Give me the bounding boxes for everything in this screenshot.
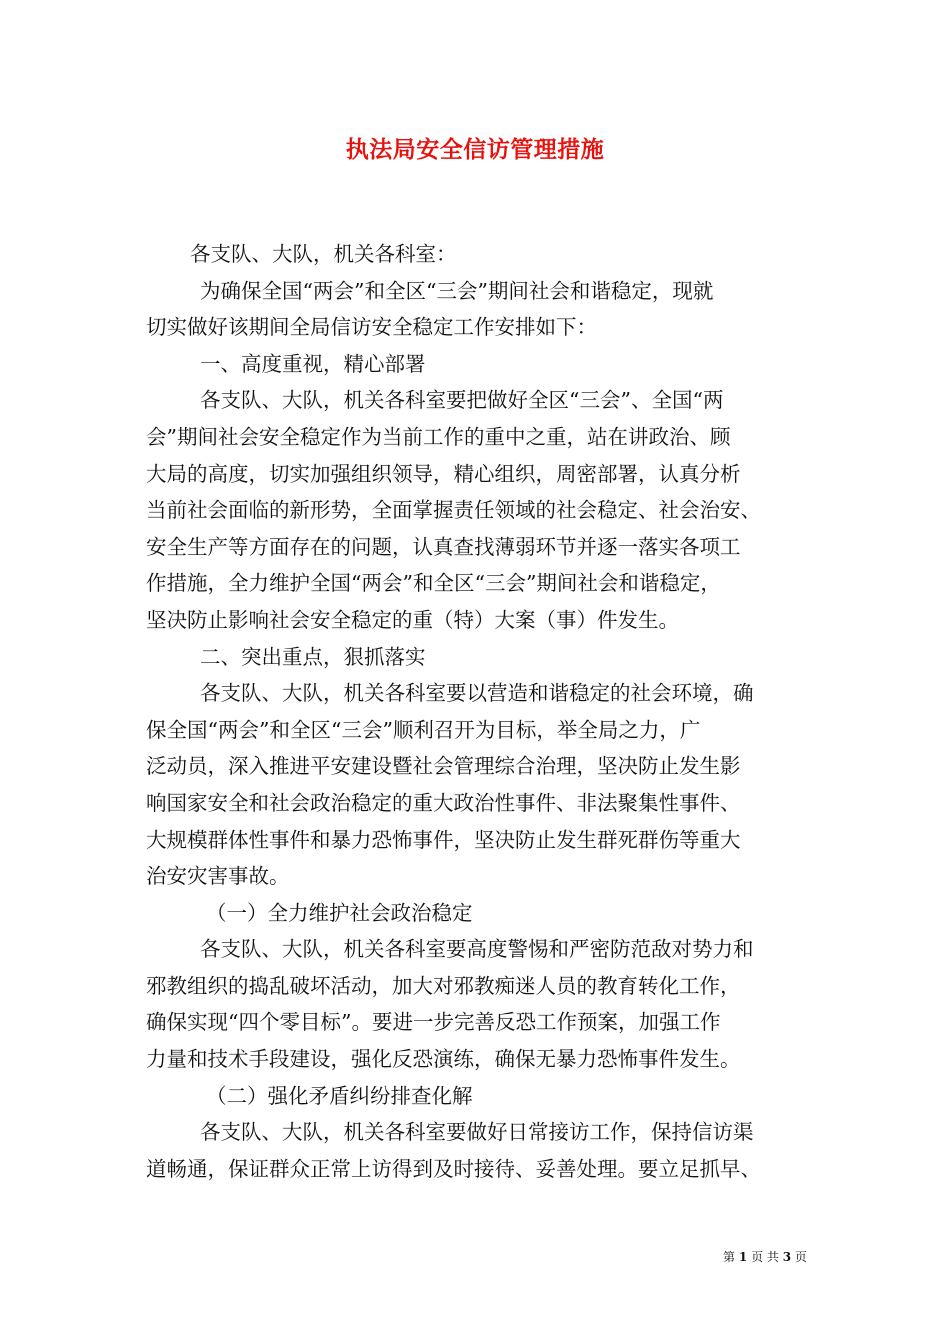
paragraph-line: 泛动员，深入推进平安建设暨社会管理综合治理，坚决防止发生影: [146, 754, 741, 779]
paragraph-line: 保全国“两会”和全区“三会”顺利召开为目标，举全局之力，广: [146, 717, 701, 742]
paragraph-line: 为确保全国“两会”和全区“三会”期间社会和谐稳定，现就: [200, 278, 714, 303]
footer-suffix: 页: [794, 1250, 807, 1264]
document-title: 执法局安全信访管理措施: [345, 136, 605, 163]
paragraph-line: 各支队、大队，机关各科室要以营造和谐稳定的社会环境，确: [200, 681, 754, 706]
paragraph-line: 坚决防止影响社会安全稳定的重（特）大案（事）件发生。: [146, 607, 679, 632]
paragraph-line: 力量和技术手段建设，强化反恐演练，确保无暴力恐怖事件发生。: [146, 1047, 741, 1072]
paragraph-line: 邪教组织的捣乱破坏活动，加大对邪教痴迷人员的教育转化工作，: [146, 973, 741, 998]
paragraph-line: 大局的高度，切实加强组织领导，精心组织，周密部署，认真分析: [146, 461, 741, 486]
total-page-number: 3: [782, 1250, 792, 1264]
subsection-heading: （一）全力维护社会政治稳定: [206, 900, 473, 925]
paragraph-line: 当前社会面临的新形势，全面掌握责任领域的社会稳定、社会治安、: [146, 498, 761, 523]
salutation-line: 各支队、大队，机关各科室：: [190, 242, 457, 266]
subsection-heading: （二）强化矛盾纠纷排查化解: [206, 1083, 473, 1108]
paragraph-line: 各支队、大队，机关各科室要把做好全区“三会”、全国“两: [200, 388, 724, 413]
paragraph-line: 道畅通，保证群众正常上访得到及时接待、妥善处理。要立足抓早、: [146, 1156, 761, 1181]
paragraph-line: 确保实现“四个零目标”。要进一步完善反恐工作预案，加强工作: [146, 1010, 721, 1035]
paragraph-line: 安全生产等方面存在的问题，认真查找薄弱环节并逐一落实各项工: [146, 534, 741, 559]
paragraph-line: 各支队、大队，机关各科室要做好日常接访工作，保持信访渠: [200, 1120, 754, 1145]
paragraph-line: 各支队、大队，机关各科室要高度警惕和严密防范敌对势力和: [200, 937, 754, 962]
page-number-footer: [0, 1248, 950, 1265]
paragraph-line: 响国家安全和社会政治稳定的重大政治性事件、非法聚集性事件、: [146, 790, 741, 815]
paragraph-line: 治安灾害事故。: [146, 864, 290, 889]
footer-middle: 页 共: [751, 1250, 779, 1264]
paragraph-line: 会”期间社会安全稳定作为当前工作的重中之重，站在讲政治、顾: [146, 424, 731, 449]
paragraph-line: 大规模群体性事件和暴力恐怖事件，坚决防止发生群死群伤等重大: [146, 827, 741, 852]
paragraph-line: 切实做好该期间全局信访安全稳定工作安排如下：: [146, 315, 597, 340]
paragraph-line: 作措施，全力维护全国“两会”和全区“三会”期间社会和谐稳定，: [146, 571, 721, 596]
document-body: [146, 236, 806, 1187]
section-heading: 二、突出重点，狠抓落实: [200, 644, 426, 669]
current-page-number: 1: [738, 1250, 748, 1264]
footer-prefix: 第: [723, 1250, 736, 1264]
section-heading: 一、高度重视，精心部署: [200, 351, 426, 376]
